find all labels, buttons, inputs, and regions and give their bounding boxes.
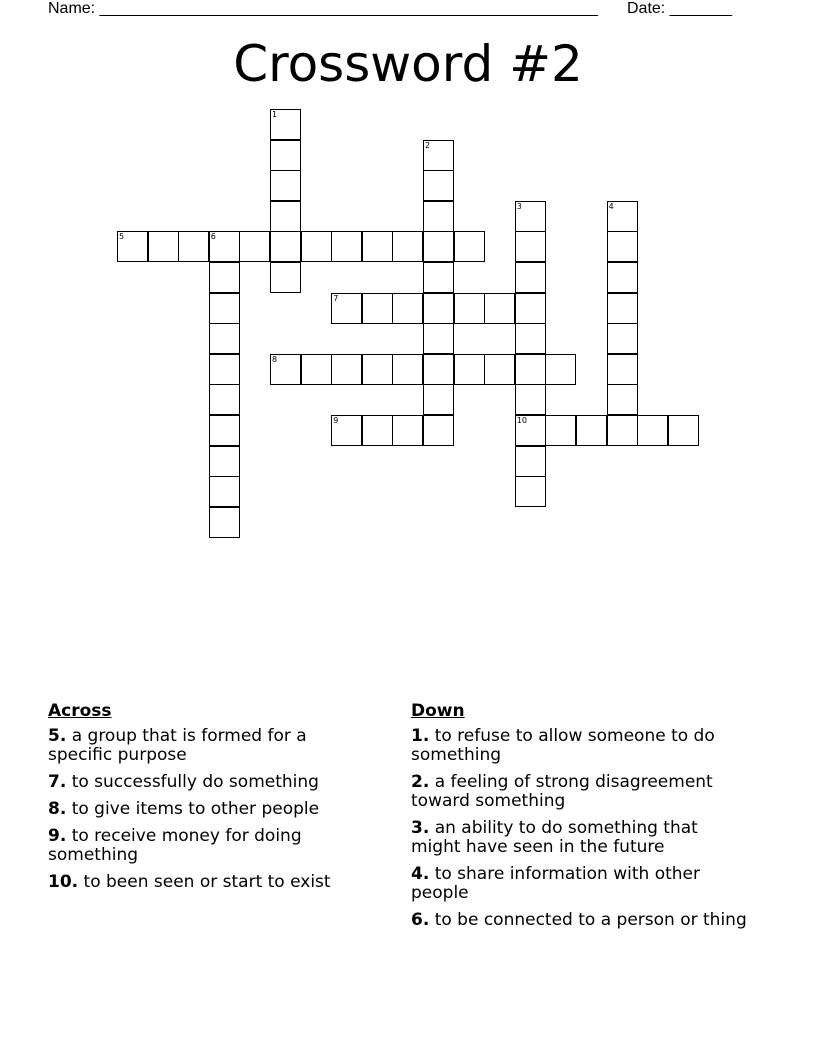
crossword-cell[interactable]	[515, 446, 546, 477]
crossword-cell[interactable]	[454, 231, 485, 262]
crossword-cell[interactable]	[607, 262, 638, 293]
clue-number: 4.	[411, 864, 430, 884]
crossword-cell[interactable]	[331, 231, 362, 262]
crossword-cell[interactable]	[209, 507, 240, 538]
crossword-cell[interactable]	[392, 293, 423, 324]
crossword-cell[interactable]	[270, 201, 301, 232]
clue-text: to share information with other people	[411, 864, 700, 903]
page-title: Crossword #2	[233, 35, 583, 93]
crossword-cell[interactable]	[270, 354, 301, 385]
crossword-cell[interactable]	[209, 323, 240, 354]
crossword-cell[interactable]	[607, 384, 638, 415]
clue-across-8	[48, 800, 368, 819]
crossword-cell[interactable]	[209, 354, 240, 385]
crossword-cell[interactable]	[515, 476, 546, 507]
crossword-cell[interactable]	[331, 415, 362, 446]
down-clues	[411, 702, 751, 938]
cell-number: 5	[119, 232, 125, 242]
crossword-cell[interactable]	[607, 323, 638, 354]
crossword-cell[interactable]	[576, 415, 607, 446]
crossword-cell[interactable]	[637, 415, 668, 446]
clue-down-6	[411, 911, 751, 930]
crossword-cell[interactable]	[270, 140, 301, 171]
crossword-cell[interactable]	[209, 231, 240, 262]
clue-text: a feeling of strong disagreement toward something	[411, 772, 713, 811]
crossword-cell[interactable]	[545, 415, 576, 446]
crossword-cell[interactable]	[331, 354, 362, 385]
crossword-cell[interactable]	[423, 384, 454, 415]
clue-number: 6.	[411, 910, 430, 930]
clue-text: a group that is formed for a specific purpose	[48, 726, 307, 765]
crossword-cell[interactable]	[362, 231, 393, 262]
crossword-cell[interactable]	[423, 415, 454, 446]
crossword-cell[interactable]	[515, 231, 546, 262]
crossword-cell[interactable]	[484, 354, 515, 385]
crossword-cell[interactable]	[392, 415, 423, 446]
clue-number: 1.	[411, 726, 430, 746]
crossword-cell[interactable]	[239, 231, 270, 262]
cell-number: 3	[516, 201, 522, 211]
clue-across-5	[48, 727, 368, 765]
cell-number: 2	[425, 140, 431, 150]
name-field-label: Name: ________________________________________________________	[48, 0, 598, 17]
clue-down-1	[411, 727, 751, 765]
clue-number: 10.	[48, 872, 79, 892]
down-heading: Down	[411, 701, 465, 721]
clue-text: to receive money for doing something	[48, 826, 302, 865]
clue-text: to be connected to a person or thing	[434, 910, 747, 930]
crossword-cell[interactable]	[484, 293, 515, 324]
cell-number: 6	[210, 232, 216, 242]
crossword-cell[interactable]	[209, 415, 240, 446]
crossword-cell[interactable]	[515, 262, 546, 293]
crossword-cell[interactable]	[423, 140, 454, 171]
crossword-cell[interactable]	[423, 170, 454, 201]
crossword-cell[interactable]	[607, 354, 638, 385]
cell-number: 8	[272, 354, 278, 364]
cell-number: 1	[272, 110, 278, 119]
crossword-cell[interactable]	[148, 231, 179, 262]
crossword-cell[interactable]	[209, 262, 240, 293]
crossword-cell[interactable]	[270, 170, 301, 201]
crossword-cell[interactable]	[607, 293, 638, 324]
clue-text: to been seen or start to exist	[83, 872, 331, 892]
crossword-cell[interactable]	[423, 231, 454, 262]
crossword-cell[interactable]	[607, 201, 638, 232]
clue-number: 7.	[48, 772, 67, 792]
crossword-cell[interactable]	[392, 231, 423, 262]
crossword-cell[interactable]	[362, 293, 393, 324]
cell-number: 4	[608, 201, 614, 211]
clue-text: to successfully do something	[71, 772, 319, 792]
clue-across-10	[48, 873, 368, 892]
clue-number: 5.	[48, 726, 67, 746]
crossword-cell[interactable]	[392, 354, 423, 385]
crossword-cell[interactable]	[515, 415, 546, 446]
crossword-cell[interactable]	[515, 293, 546, 324]
crossword-cell[interactable]	[515, 201, 546, 232]
clue-text: to give items to other people	[71, 799, 320, 819]
crossword-cell[interactable]	[607, 415, 638, 446]
crossword-cell[interactable]	[423, 293, 454, 324]
date-field-label: Date: _______	[627, 0, 732, 17]
crossword-cell[interactable]	[423, 201, 454, 232]
crossword-cell[interactable]	[178, 231, 209, 262]
crossword-cell[interactable]	[117, 231, 148, 262]
crossword-cell[interactable]	[515, 384, 546, 415]
clue-down-4	[411, 865, 751, 903]
crossword-cell[interactable]	[423, 354, 454, 385]
crossword-cell[interactable]	[545, 354, 576, 385]
crossword-cell[interactable]	[362, 354, 393, 385]
clue-number: 8.	[48, 799, 67, 819]
crossword-cell[interactable]	[362, 415, 393, 446]
crossword-cell[interactable]	[454, 293, 485, 324]
crossword-cell[interactable]	[209, 293, 240, 324]
crossword-cell[interactable]	[515, 323, 546, 354]
crossword-cell[interactable]	[270, 109, 301, 140]
crossword-cell[interactable]	[209, 384, 240, 415]
clue-number: 3.	[411, 818, 430, 838]
crossword-cell[interactable]	[270, 231, 301, 262]
clue-down-3	[411, 819, 751, 857]
crossword-cell[interactable]	[423, 323, 454, 354]
clue-down-2	[411, 773, 751, 811]
across-heading: Across	[48, 701, 112, 721]
cell-number: 7	[333, 293, 339, 303]
clue-text: an ability to do something that might have seen in the future	[411, 818, 698, 857]
across-clues	[48, 702, 368, 900]
crossword-cell[interactable]	[209, 446, 240, 477]
crossword-cell[interactable]	[331, 293, 362, 324]
clue-text: to refuse to allow someone to do something	[411, 726, 715, 765]
crossword-cell[interactable]	[607, 231, 638, 262]
crossword-cell[interactable]	[454, 354, 485, 385]
clue-number: 2.	[411, 772, 430, 792]
clue-number: 9.	[48, 826, 67, 846]
crossword-cell[interactable]	[270, 262, 301, 293]
crossword-cell[interactable]	[668, 415, 699, 446]
clue-across-9	[48, 827, 368, 865]
cell-number: 9	[333, 416, 339, 425]
crossword-cell[interactable]	[515, 354, 546, 385]
crossword-cell[interactable]	[423, 262, 454, 293]
cell-number: 10	[516, 416, 527, 425]
clue-across-7	[48, 773, 368, 792]
crossword-cell[interactable]	[301, 354, 332, 385]
crossword-cell[interactable]	[301, 231, 332, 262]
crossword-cell[interactable]	[209, 476, 240, 507]
